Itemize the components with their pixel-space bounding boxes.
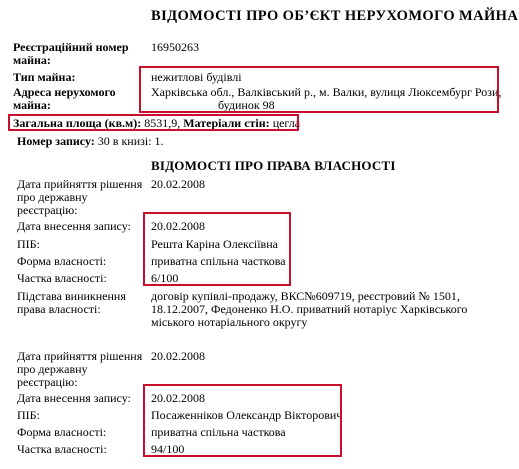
highlight-box-owner-1 [143, 212, 291, 286]
basis-line: міського нотаріального округу [151, 315, 308, 329]
reg-number-label-line: майна: [13, 53, 51, 67]
reg-number-value: 16950263 [151, 40, 199, 54]
decision-date-value: 20.02.2008 [151, 349, 205, 363]
share-label: Частка власності: [17, 271, 107, 285]
reg-number-label-line: Реєстраційний номер [13, 40, 129, 54]
record-number-label: Номер запису: [17, 134, 95, 148]
decision-date-label-line: Дата прийняття рішення [17, 177, 143, 191]
ownership-form-value: приватна спільна часткова [151, 254, 286, 268]
entry-date-value: 20.02.2008 [151, 219, 205, 233]
decision-date-label-line: реєстрацію: [17, 375, 78, 389]
record-number-value: 30 в книзі: 1. [97, 134, 164, 148]
area-label: Загальна площа (кв.м): [13, 116, 142, 130]
document-title: ВІДОМОСТІ ПРО ОБ’ЄКТ НЕРУХОМОГО МАЙНА [151, 8, 519, 24]
basis-label [17, 290, 126, 316]
address-label-line: майна: [13, 98, 51, 112]
record-number-line [17, 135, 164, 148]
rights-section-title: ВІДОМОСТІ ПРО ПРАВА ВЛАСНОСТІ [151, 158, 396, 173]
basis-label-line: права власності: [17, 302, 101, 316]
decision-date-label-line: про державну [17, 190, 88, 204]
owner-name-label: ПІБ: [17, 408, 40, 422]
highlight-box-owner-2 [143, 384, 342, 457]
ownership-form-label: Форма власності: [17, 254, 107, 268]
decision-date-label [17, 350, 142, 389]
share-value: 94/100 [151, 442, 185, 456]
basis-value [151, 290, 467, 329]
walls-label: Матеріали стін: [183, 116, 270, 130]
property-type-value: нежитлові будівлі [151, 70, 242, 84]
address-line: будинок 98 [218, 98, 275, 112]
entry-date-value: 20.02.2008 [151, 391, 205, 405]
highlight-box-type-address [139, 66, 502, 113]
highlight-box-area-walls [8, 114, 299, 131]
owner-name-value: Посаженніков Олександр Вікторович [151, 408, 343, 422]
decision-date-label-line: Дата прийняття рішення [17, 349, 143, 363]
basis-line: 18.12.2007, Федоненко Н.О. приватний нотаріус Харківського [151, 302, 468, 316]
address-label-line: Адреса нерухомого [13, 85, 116, 99]
owner-name-label: ПІБ: [17, 237, 40, 251]
share-value: 6/100 [151, 271, 179, 285]
decision-date-label-line: про державну [17, 362, 88, 376]
decision-date-label [17, 178, 142, 217]
share-label: Частка власності: [17, 442, 107, 456]
ownership-form-value: приватна спільна часткова [151, 425, 286, 439]
entry-date-label: Дата внесення запису: [17, 391, 131, 405]
basis-line: договір купівлі-продажу, ВКС№609719, реєстровий № 1501, [151, 289, 460, 303]
address-line: Харківська обл., Валківський р., м. Валки, вулиця Люксембург Рози, [151, 85, 502, 99]
decision-date-label-line: реєстрацію: [17, 203, 78, 217]
property-type-label: Тип майна: [13, 70, 76, 84]
entry-date-label: Дата внесення запису: [17, 219, 131, 233]
ownership-form-label: Форма власності: [17, 425, 107, 439]
decision-date-value: 20.02.2008 [151, 177, 205, 191]
address-label [13, 86, 116, 112]
basis-label-line: Підстава виникнення [17, 289, 126, 303]
area-value: 8531,9, [144, 116, 181, 130]
reg-number-label [13, 41, 129, 67]
owner-name-value: Решта Каріна Олексіївна [151, 237, 278, 251]
walls-value: цегла [272, 116, 301, 130]
